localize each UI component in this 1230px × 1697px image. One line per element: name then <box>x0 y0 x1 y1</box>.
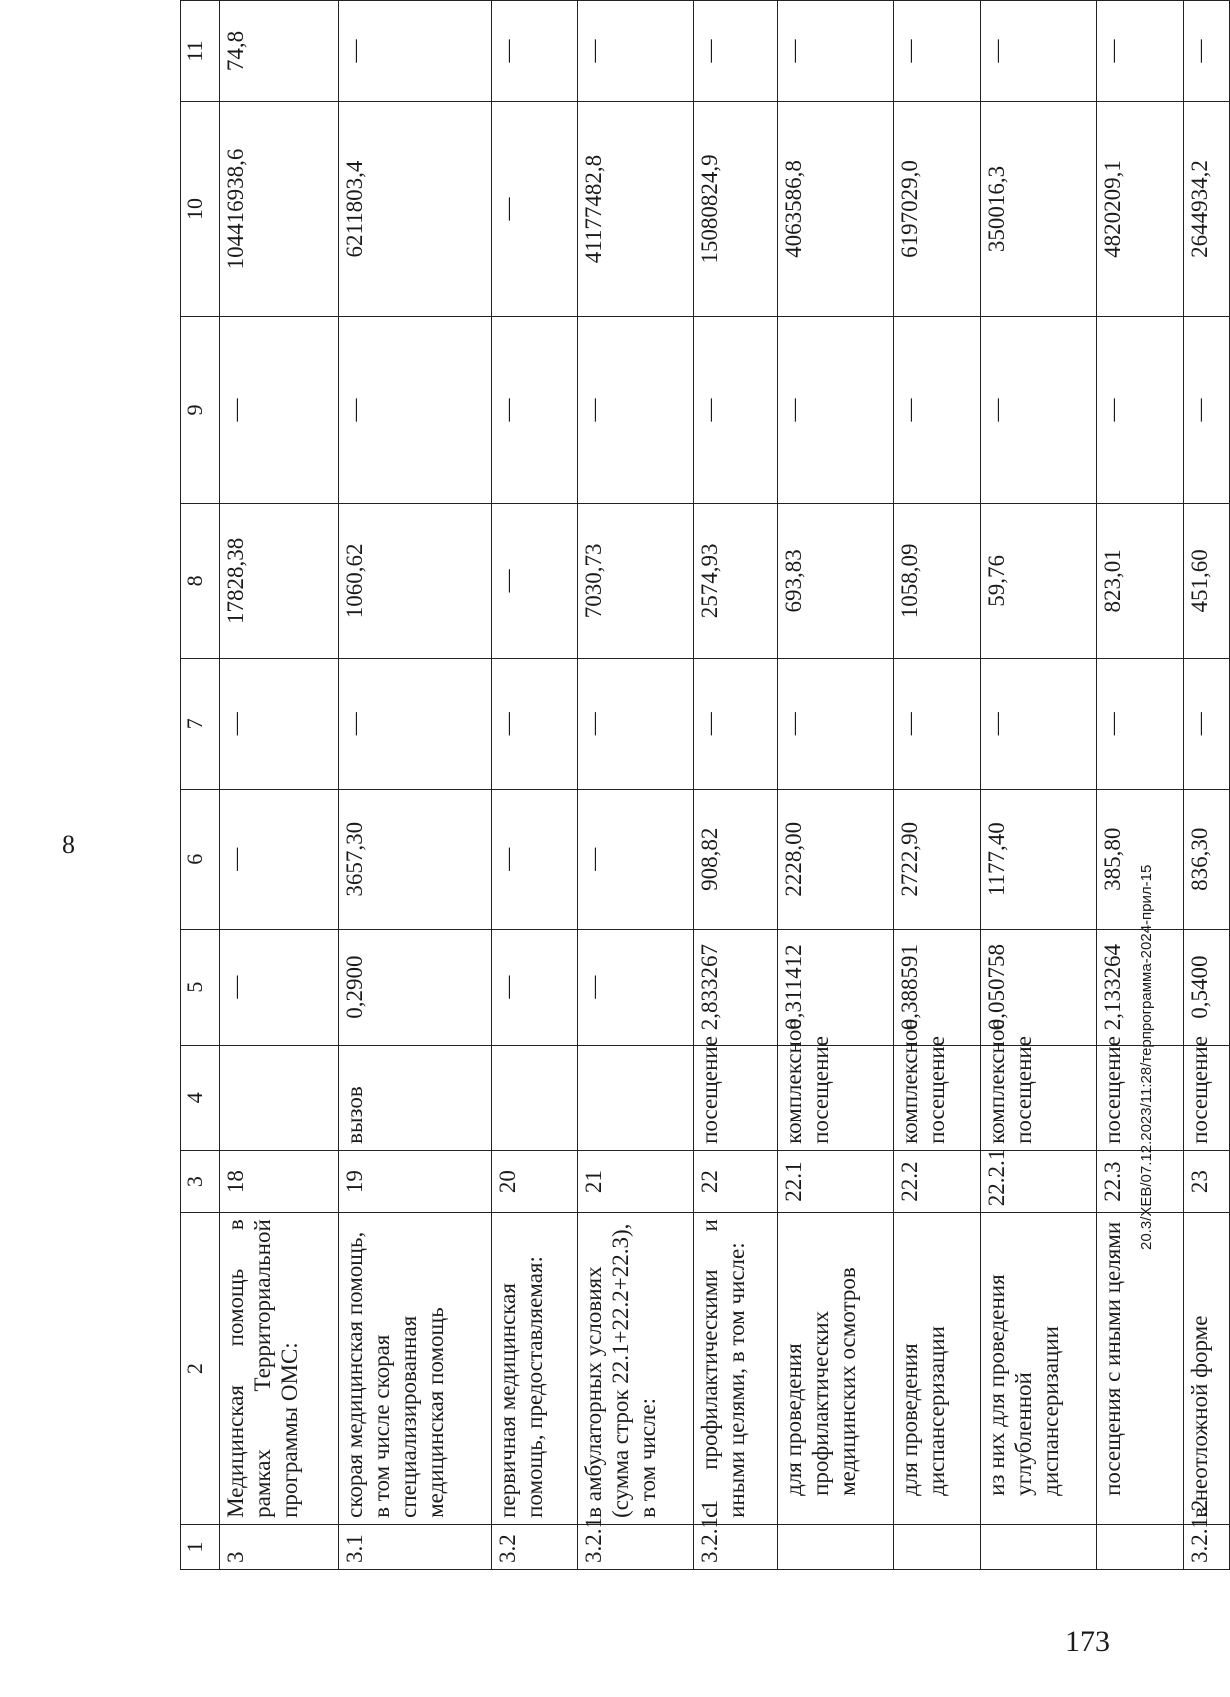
row-code: 3.2.1.1 <box>693 1524 777 1569</box>
value-cell: 451,60 <box>1183 503 1229 658</box>
value-cell: — <box>577 658 693 789</box>
value-cell: — <box>894 317 981 504</box>
value-cell: — <box>693 1 777 102</box>
value-cell: — <box>220 929 339 1045</box>
value-cell: — <box>1183 317 1229 504</box>
value-cell: — <box>492 503 577 658</box>
row-label: в неотложной форме <box>1183 1213 1229 1525</box>
value-cell: 59,76 <box>980 503 1096 658</box>
value-cell: 15080824,9 <box>693 102 777 317</box>
table-row <box>894 1 981 1570</box>
table-row <box>980 1 1096 1570</box>
value-cell: 6197029,0 <box>894 102 981 317</box>
value-cell: 1060,62 <box>339 503 492 658</box>
line-number: 19 <box>339 1150 492 1212</box>
value-cell: 2722,90 <box>894 789 981 929</box>
unit-cell: вызов <box>339 1045 492 1150</box>
table-row <box>577 1 693 1570</box>
value-cell: — <box>492 658 577 789</box>
value-cell: — <box>577 789 693 929</box>
line-number: 18 <box>220 1150 339 1212</box>
row-label: с профилактическими и иными целями, в том числе: <box>693 1213 777 1525</box>
header-cell: 5 <box>181 929 220 1045</box>
value-cell: — <box>577 317 693 504</box>
value-cell: 0,311412 <box>777 929 893 1045</box>
row-label: из них для проведения углубленной диспансеризации <box>980 1213 1096 1525</box>
unit-cell: посещение <box>1097 1045 1184 1150</box>
value-cell: 836,30 <box>1183 789 1229 929</box>
value-cell: — <box>693 317 777 504</box>
value-cell: — <box>777 658 893 789</box>
value-cell: — <box>980 1 1096 102</box>
value-cell: — <box>492 317 577 504</box>
value-cell: 2,833267 <box>693 929 777 1045</box>
sheet-number: 173 <box>1065 1625 1110 1658</box>
row-code: 3.2 <box>492 1524 577 1569</box>
header-cell: 9 <box>181 317 220 504</box>
header-row <box>181 1 220 1570</box>
value-cell: 104416938,6 <box>220 102 339 317</box>
value-cell: — <box>980 317 1096 504</box>
value-cell: 17828,38 <box>220 503 339 658</box>
table-row <box>220 1 339 1570</box>
table-row <box>1183 1 1229 1570</box>
value-cell: 7030,73 <box>577 503 693 658</box>
line-number: 23 <box>1183 1150 1229 1212</box>
value-cell: — <box>492 929 577 1045</box>
value-cell: — <box>693 658 777 789</box>
header-cell: 4 <box>181 1045 220 1150</box>
unit-cell: комплексное посещение <box>894 1045 981 1150</box>
line-number: 22.2.1 <box>980 1150 1096 1212</box>
unit-cell <box>492 1045 577 1150</box>
value-cell: 4063586,8 <box>777 102 893 317</box>
line-number: 22.3 <box>1097 1150 1184 1212</box>
financing-table <box>180 0 1230 1570</box>
value-cell: 0,050758 <box>980 929 1096 1045</box>
row-code <box>1097 1524 1184 1569</box>
header-cell: 1 <box>181 1524 220 1569</box>
value-cell: 3657,30 <box>339 789 492 929</box>
value-cell: 4820209,1 <box>1097 102 1184 317</box>
value-cell: — <box>777 1 893 102</box>
side-stamp: 20.3/XEB/07.12.2023/11:28/терпрограмма-2024-прил-15 <box>1138 864 1155 1250</box>
value-cell: — <box>894 658 981 789</box>
value-cell: 41177482,8 <box>577 102 693 317</box>
value-cell: — <box>1097 658 1184 789</box>
value-cell: — <box>492 102 577 317</box>
header-cell: 3 <box>181 1150 220 1212</box>
line-number: 22.2 <box>894 1150 981 1212</box>
line-number: 22 <box>693 1150 777 1212</box>
rotated-table-block <box>180 0 1230 1570</box>
line-number: 21 <box>577 1150 693 1212</box>
row-label: посещения с иными целями <box>1097 1213 1184 1525</box>
header-cell: 7 <box>181 658 220 789</box>
unit-cell: комплексное посещение <box>980 1045 1096 1150</box>
value-cell: — <box>339 1 492 102</box>
value-cell: 693,83 <box>777 503 893 658</box>
header-cell: 11 <box>181 1 220 102</box>
row-label: в амбулаторных условиях (сумма строк 22.1+22.2+22.3), в том числе: <box>577 1213 693 1525</box>
value-cell: — <box>894 1 981 102</box>
value-cell: — <box>1183 658 1229 789</box>
table-row <box>777 1 893 1570</box>
row-code: 3.2.1.2 <box>1183 1524 1229 1569</box>
page-number: 8 <box>62 830 75 859</box>
value-cell: 1177,40 <box>980 789 1096 929</box>
row-label: первичная медицинская помощь, предоставляемая: <box>492 1213 577 1525</box>
value-cell: 0,5400 <box>1183 929 1229 1045</box>
value-cell: 350016,3 <box>980 102 1096 317</box>
unit-cell: посещение <box>693 1045 777 1150</box>
value-cell: — <box>577 929 693 1045</box>
value-cell: 0,388591 <box>894 929 981 1045</box>
table-row <box>1097 1 1184 1570</box>
value-cell: — <box>1097 1 1184 102</box>
value-cell: 1058,09 <box>894 503 981 658</box>
value-cell: — <box>220 658 339 789</box>
value-cell: — <box>492 789 577 929</box>
table-row <box>693 1 777 1570</box>
line-number: 20 <box>492 1150 577 1212</box>
row-code: 3.1 <box>339 1524 492 1569</box>
value-cell: 823,01 <box>1097 503 1184 658</box>
unit-cell: посещение <box>1183 1045 1229 1150</box>
value-cell: — <box>980 658 1096 789</box>
row-label: Медицинская помощь в рамках Территориальной программы ОМС: <box>220 1213 339 1525</box>
value-cell: 908,82 <box>693 789 777 929</box>
table-row <box>492 1 577 1570</box>
value-cell: — <box>492 1 577 102</box>
row-code: 3 <box>220 1524 339 1569</box>
row-code <box>980 1524 1096 1569</box>
line-number: 22.1 <box>777 1150 893 1212</box>
value-cell: 74,8 <box>220 1 339 102</box>
value-cell: 385,80 <box>1097 789 1184 929</box>
value-cell: 0,2900 <box>339 929 492 1045</box>
row-code <box>894 1524 981 1569</box>
header-cell: 6 <box>181 789 220 929</box>
header-cell: 2 <box>181 1213 220 1525</box>
value-cell: 2,133264 <box>1097 929 1184 1045</box>
row-code <box>777 1524 893 1569</box>
unit-cell <box>220 1045 339 1150</box>
value-cell: 2644934,2 <box>1183 102 1229 317</box>
value-cell: — <box>1183 1 1229 102</box>
row-label: скорая медицинская помощь, в том числе скорая специализированная медицинская помощь <box>339 1213 492 1525</box>
header-cell: 8 <box>181 503 220 658</box>
value-cell: — <box>339 658 492 789</box>
header-cell: 10 <box>181 102 220 317</box>
unit-cell: комплексное посещение <box>777 1045 893 1150</box>
value-cell: — <box>777 317 893 504</box>
unit-cell <box>577 1045 693 1150</box>
value-cell: — <box>577 1 693 102</box>
row-label: для проведения профилактических медицинских осмотров <box>777 1213 893 1525</box>
value-cell: 6211803,4 <box>339 102 492 317</box>
value-cell: — <box>220 317 339 504</box>
row-label: для проведения диспансеризации <box>894 1213 981 1525</box>
row-code: 3.2.1 <box>577 1524 693 1569</box>
value-cell: 2228,00 <box>777 789 893 929</box>
table-row <box>339 1 492 1570</box>
value-cell: 2574,93 <box>693 503 777 658</box>
value-cell: — <box>1097 317 1184 504</box>
value-cell: — <box>339 317 492 504</box>
value-cell: — <box>220 789 339 929</box>
